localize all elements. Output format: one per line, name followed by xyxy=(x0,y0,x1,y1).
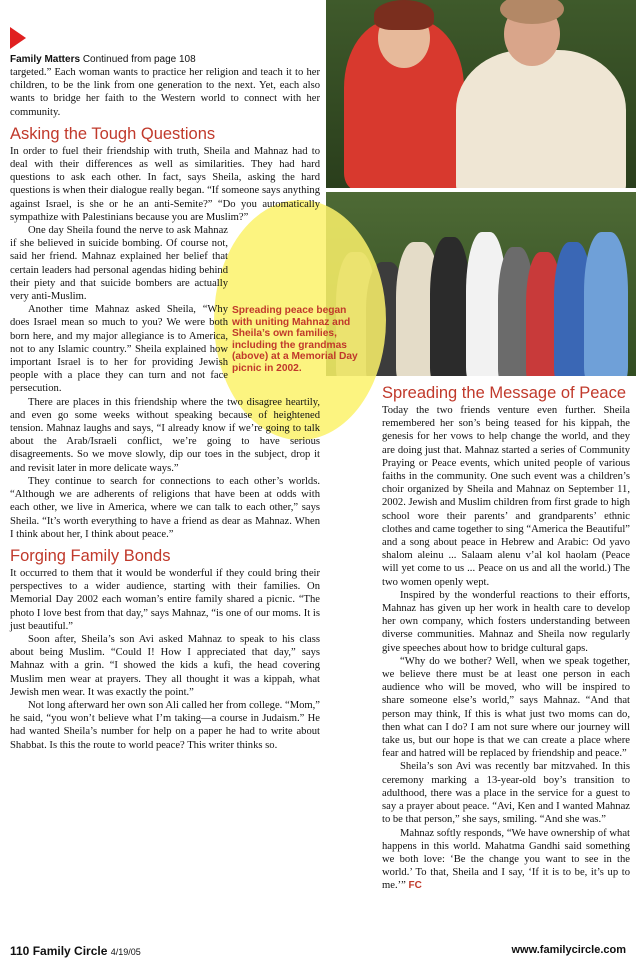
paragraph: Sheila’s son Avi was recently bar mitzvahed. In this ceremony marking a 13-year-old boy’s transition to adulthood, there was a place in the service for a guest to say a prayer about peace. “Avi, Ken and I wanted Mahnaz to be that person,” she says, smiling. “And she was.” xyxy=(382,761,630,826)
website-url[interactable]: www.familycircle.com xyxy=(511,944,626,956)
section-arrow-icon xyxy=(10,27,26,49)
end-mark: FC xyxy=(408,880,422,892)
right-column xyxy=(382,384,630,893)
paragraph xyxy=(382,827,630,893)
magazine-name: Family Circle xyxy=(32,944,108,958)
paragraph: It occurred to them that it would be wonderful if they could bring their perspectives to a wider audience, starting with their families. On Memorial Day 2002 each woman’s entire family shared a picnic. “The photo I love best from that day,” says Mahnaz, “is one of our moms. It is just beautiful.” xyxy=(10,567,320,632)
paragraph: Another time Mahnaz asked Sheila, “Why does Israel mean so much to you? We were both born here, and my major allegiance is to America, not to any Islamic country.” Sheila explained how important Israel is to her for providing Jewish people with a place they can turn and not face persecution. xyxy=(10,304,228,395)
paragraph: They continue to search for connections to each other’s worlds. “Although we are adherents of religions that have been at odds with each other, we live in America, where we can talk to each other,” says Sheila. “It’s worth everything to have a friend as dear as Mahnaz. When I think about her, I think about peace.” xyxy=(10,475,320,540)
intro-paragraph: targeted.” Each woman wants to practice her religion and teach it to her children, to be the link from one generation to the next. Yet, each also wants to bridge her faith to the Western world to connect with her community. xyxy=(10,67,320,118)
grandmas-photo xyxy=(326,0,636,188)
paragraph: Inspired by the wonderful reactions to their efforts, Mahnaz has given up her work in health care to develop her own company, which fosters understanding between diverse communities. Mahnaz and Sheila now regularly give speeches about how to bridge cultural gaps. xyxy=(382,589,630,654)
paragraph: In order to fuel their friendship with truth, Sheila and Mahnaz had to deal with their differences as well as similarities. They had hard questions to ask each other. In fact, says Sheila, asking the hard questions is when their dialogue really began. “If someone says anything against Israel, is she or he an anti-Semite?” “Do you automatically sympathize with Palestinians because you are Muslim?” xyxy=(10,145,320,223)
paragraph: One day Sheila found the nerve to ask Mahnaz if she believed in suicide bombing. Of course not, said her friend. Mahnaz explained her belief that certain leaders had personal agendas hiding behind their piety and that suicide bombers are actually very anti-Muslim. xyxy=(10,225,228,303)
paragraph: There are places in this friendship where the two disagree heartily, and even go some weeks without speaking because of heightened tension. Mahnaz laughs and says, “I already know if we’re going to talk about the Arab/Israeli conflict, we’re going to have serious disagreements. So we move slowly, dip our toes in the subject, drop it and revisit later in more delicate ways.” xyxy=(10,396,320,474)
closing-quote: Mahnaz softly responds, “We have ownership of what happens in this world. Mahatma Gandhi said something we both love: ‘Be the change you want to see in the world.’ To that, Sheila and I say, ‘If it is to be, it’s up to me.’” xyxy=(382,827,630,892)
page-number: 110 xyxy=(10,944,30,958)
photo-caption: Spreading peace began with uniting Mahnaz and Sheila’s own families, including the grandmas (above) at a Memorial Day picnic in 2002. xyxy=(232,305,358,374)
paragraph: “Why do we bother? Well, when we speak together, we believe there must be at least one person in each audience who will be moved, who will be inspired to share someone else’s world,” says Mahnaz. “And that person may think, If this is what just two moms can do, then what can I do? I am not sure where our journey will take us, but our hope is that we can create a place where fear and hatred will be replaced by friendship and peace.” xyxy=(382,655,630,760)
section-heading-asking: Asking the Tough Questions xyxy=(10,124,216,143)
continued-block xyxy=(10,54,320,752)
paragraph: Not long afterward her own son Ali called her from college. “Mom,” he said, “you won’t believe what I’m taking—a course in Judaism.” He had wanted Sheila’s number for help on a paper he had to write about Shabbat. Is this the route to world peace? This writer thinks so. xyxy=(10,699,320,751)
section-heading-spreading: Spreading the Message of Peace xyxy=(382,384,626,402)
paragraph: Today the two friends venture even further. Sheila remembered her son’s being teased for his kippah, the genesis for her vows to help change the world, and they are doing just that. Mahnaz started a series of Community Praying or Peace events, which united people of various faiths in the community. One such event was a children’s choir organized by Sheila and Mahnaz on September 11, 2002. Jewish and Muslim children from first grade to high school wore their parents’ and grandparents’ ethnic clothes and came together to sing “America the Beautiful” and a song about peace in Hebrew and Arabic: Od yavo shalom aleinu ... Salaam alenu v’al kol haolam (Peace will yet come to us ... Peace on us and all the world.) The two women openly wept. xyxy=(382,405,630,588)
issue-date: 4/19/05 xyxy=(110,947,141,957)
page-footer xyxy=(10,944,141,958)
section-heading-forging: Forging Family Bonds xyxy=(10,546,171,565)
continued-text: Continued from page 108 xyxy=(82,54,196,65)
section-name: Family Matters xyxy=(10,54,81,65)
paragraph: Soon after, Sheila’s son Avi asked Mahnaz to speak to his class about being Muslim. “Could I! How I appreciated that day,” says Mahnaz with a grin. “I showed the kids a kufi, the head covering Muslim men wear at prayers. They all thought it was a kippah, what Jewish men wear. It was exactly the point.” xyxy=(10,633,320,698)
